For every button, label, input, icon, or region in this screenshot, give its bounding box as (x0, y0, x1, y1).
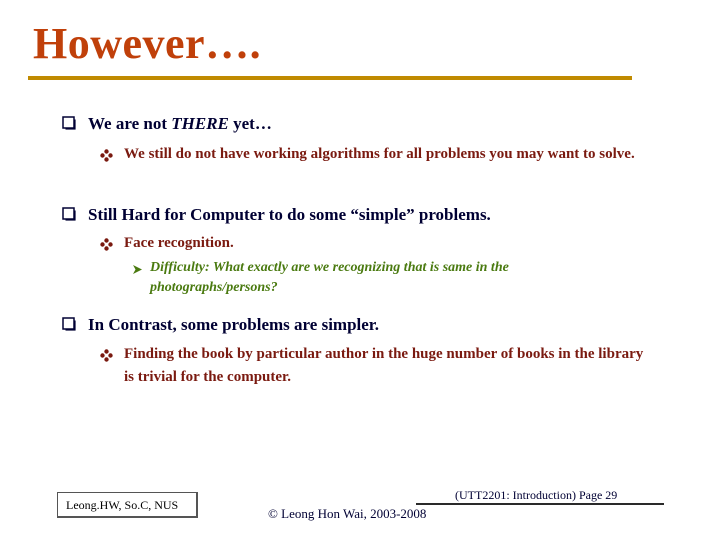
bullet-text: We still do not have working algorithms for all problems you may want to solve. (124, 146, 635, 162)
bullet-level2 (100, 143, 650, 170)
footer-copyright: © Leong Hon Wai, 2003-2008 (268, 506, 427, 521)
diamond-dots-icon (100, 232, 114, 259)
checkbox-square-icon (62, 317, 76, 331)
bullet-level2 (100, 343, 650, 389)
bullet-text: Still Hard for Computer to do some “simple” problems. (88, 205, 491, 224)
bullet-level1 (62, 205, 680, 225)
bullet-level3 (132, 258, 570, 298)
arrowhead-icon (132, 258, 144, 282)
bullet-level2 (100, 232, 650, 259)
bullet-text: We are not THERE yet… (88, 114, 272, 133)
bullet-text: Difficulty: What exactly are we recognizing that is same in the photographs/persons? (150, 260, 509, 295)
diamond-dots-icon (100, 143, 114, 170)
bullet-text: Finding the book by particular author in the huge number of books in the library is trivial for the computer. (124, 346, 644, 385)
title-underline (28, 76, 632, 80)
checkbox-square-icon (62, 207, 76, 221)
checkbox-square-icon (62, 116, 76, 130)
bullet-text: Face recognition. (124, 235, 234, 251)
footer-author-box: Leong.HW, So.C, NUS (57, 492, 198, 518)
slide-title: However…. (33, 19, 262, 68)
bullet-level1 (62, 114, 680, 134)
bullet-text: In Contrast, some problems are simpler. (88, 315, 380, 334)
bullet-level1 (62, 315, 680, 335)
footer-page-number: (UTT2201: Introduction) Page 29 (455, 488, 618, 502)
diamond-dots-icon (100, 343, 114, 370)
footer-rule (416, 503, 664, 505)
